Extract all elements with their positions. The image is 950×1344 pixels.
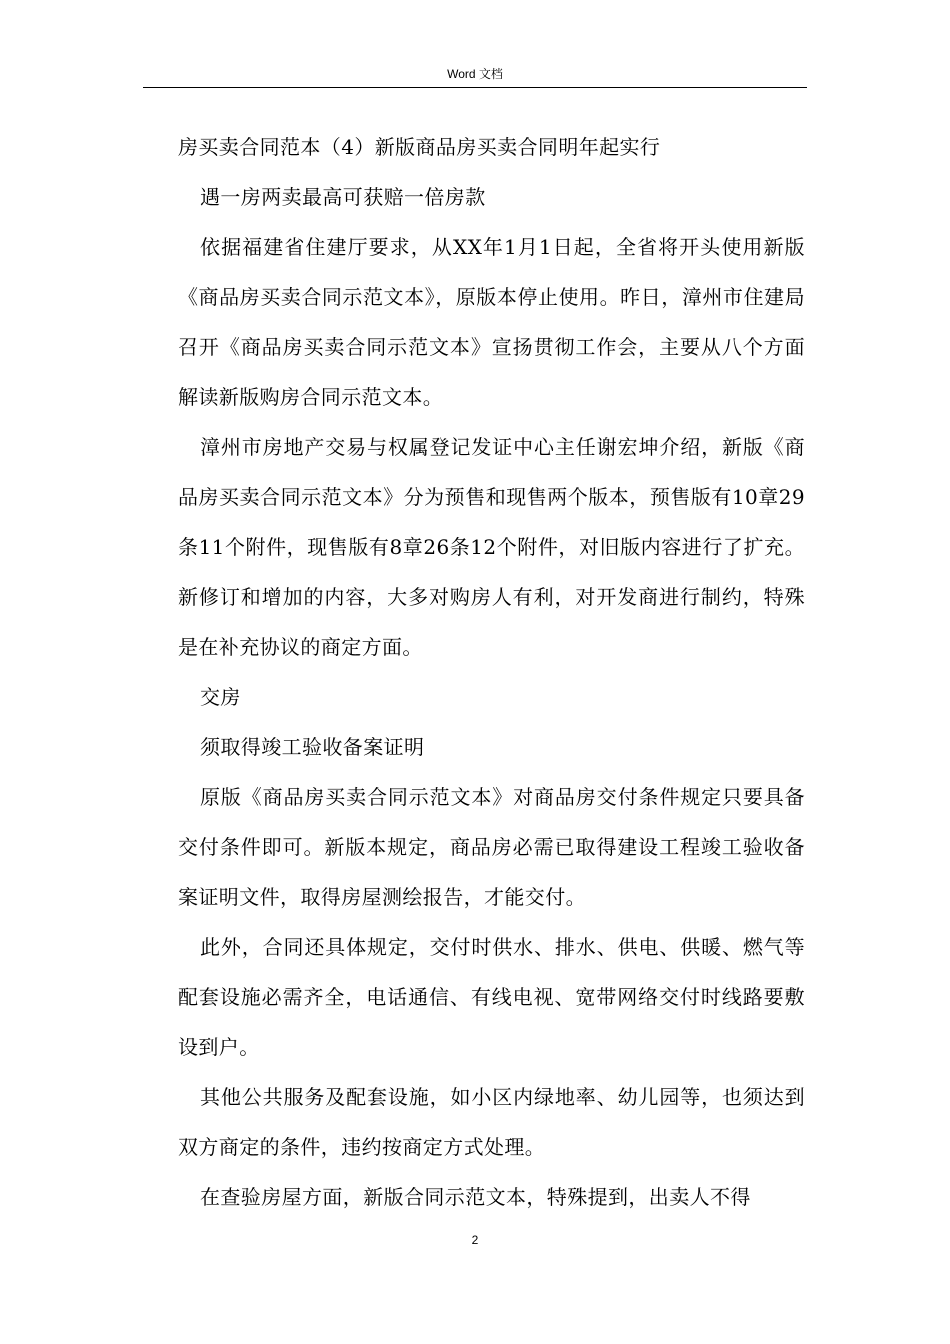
page-header: Word 文档 bbox=[447, 67, 503, 81]
paragraph: 依据福建省住建厅要求，从XX年1月1日起，全省将开头使用新版《商品房买卖合同示范文本》，原版本停止使用。昨日，漳州市住建局召开《商品房买卖合同示范文本》宣扬贯彻工作会，主要从八个方面解读新版购房合同示范文本。 bbox=[178, 235, 805, 409]
paragraph: 在查验房屋方面，新版合同示范文本，特殊提到，出卖人不得 bbox=[200, 1185, 751, 1209]
document-body bbox=[178, 122, 805, 1222]
paragraph-title-line: 房买卖合同范本（4）新版商品房买卖合同明年起实行 bbox=[178, 135, 661, 159]
paragraph: 漳州市房地产交易与权属登记发证中心主任谢宏坤介绍，新版《商品房买卖合同示范文本》分为预售和现售两个版本，预售版有10章29条11个附件，现售版有8章26条12个附件，对旧版内容进行了扩充。新修订和增加的内容，大多对购房人有利，对开发商进行制约，特殊是在补充协议的商定方面。 bbox=[178, 435, 805, 659]
page-number: 2 bbox=[471, 1233, 479, 1247]
paragraph-subtitle: 遇一房两卖最高可获赔一倍房款 bbox=[200, 185, 486, 209]
section-subheading: 须取得竣工验收备案证明 bbox=[200, 735, 425, 759]
header-divider bbox=[143, 87, 807, 88]
paragraph: 此外，合同还具体规定，交付时供水、排水、供电、供暖、燃气等配套设施必需齐全，电话通信、有线电视、宽带网络交付时线路要敷设到户。 bbox=[178, 935, 805, 1059]
paragraph: 原版《商品房买卖合同示范文本》对商品房交付条件规定只要具备交付条件即可。新版本规定，商品房必需已取得建设工程竣工验收备案证明文件，取得房屋测绘报告，才能交付。 bbox=[178, 785, 805, 909]
section-heading: 交房 bbox=[200, 685, 241, 709]
paragraph: 其他公共服务及配套设施，如小区内绿地率、幼儿园等，也须达到双方商定的条件，违约按商定方式处理。 bbox=[178, 1085, 805, 1159]
